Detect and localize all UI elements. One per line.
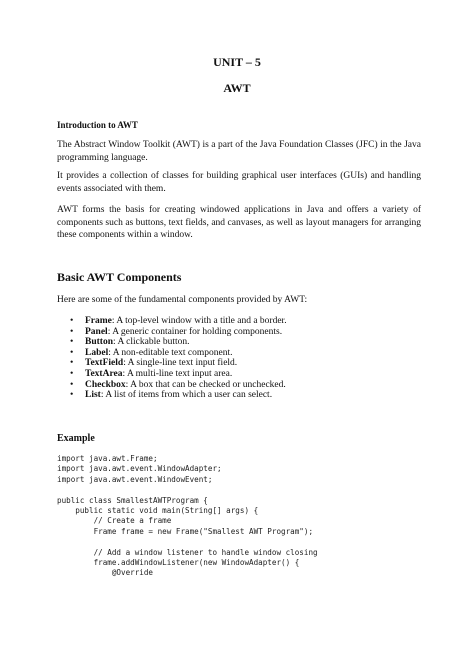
code-block — [57, 454, 318, 579]
component-term: TextField — [85, 358, 124, 369]
code-line: // Create a frame — [57, 516, 172, 526]
code-line — [57, 537, 318, 547]
list-item — [57, 380, 287, 391]
code-line: // Add a window listener to handle window closing — [57, 547, 318, 557]
subject-title: AWT — [223, 81, 251, 95]
intro-paragraph-3: AWT forms the basis for creating windowed applications in Java and offers a variety of components such as buttons, text fields, and canvases, as well as layout managers for arranging these components within a window. — [57, 205, 421, 240]
code-line: public class SmallestAWTProgram { — [57, 495, 208, 505]
code-line: @Override — [57, 568, 154, 578]
code-line: frame.addWindowListener(new WindowAdapter() { — [57, 558, 300, 568]
code-line: Frame frame = new Frame("Smallest AWT Program"); — [57, 526, 314, 536]
bullet-icon: • — [70, 368, 74, 379]
bullet-icon: • — [70, 347, 74, 358]
component-desc: : A single-line text input field. — [123, 358, 238, 369]
component-desc: : A clickable button. — [112, 337, 190, 348]
component-term: Checkbox — [85, 379, 126, 390]
component-desc: : A box that can be checked or unchecked. — [125, 379, 286, 390]
bullet-icon: • — [70, 337, 74, 348]
component-desc: : A non-editable text component. — [108, 347, 233, 358]
list-item — [57, 348, 287, 359]
code-line: import java.awt.Frame; — [57, 454, 158, 463]
component-term: Panel — [85, 326, 108, 337]
component-desc: : A generic container for holding components. — [107, 326, 283, 337]
component-term: TextArea — [85, 368, 123, 379]
component-desc: : A multi-line text input area. — [122, 368, 233, 379]
basic-components-heading: Basic AWT Components — [57, 270, 182, 284]
code-line: public static void main(String[] args) { — [57, 506, 259, 516]
component-term: Frame — [85, 316, 112, 326]
bullet-icon: • — [70, 390, 74, 401]
intro-paragraph-1: The Abstract Window Toolkit (AWT) is a part of the Java Foundation Classes (JFC) in the Java programming language. — [57, 140, 421, 163]
list-item — [57, 316, 287, 327]
component-term: Label — [85, 347, 109, 358]
components-list — [57, 316, 287, 401]
list-item — [57, 390, 287, 401]
code-line: import java.awt.event.WindowAdapter; — [57, 464, 222, 474]
component-term: List — [85, 390, 101, 401]
list-item — [57, 327, 287, 338]
bullet-icon: • — [70, 326, 74, 337]
code-line — [57, 485, 318, 495]
list-item — [57, 358, 287, 369]
unit-title: UNIT – 5 — [213, 55, 261, 69]
code-line: import java.awt.event.WindowEvent; — [57, 474, 213, 484]
list-item — [57, 369, 287, 380]
component-desc: : A list of items from which a user can select. — [100, 390, 273, 401]
intro-paragraph-2: It provides a collection of classes for building graphical user interfaces (GUIs) and handling events associated with them. — [57, 171, 421, 194]
list-item — [57, 337, 287, 348]
bullet-icon: • — [70, 379, 74, 390]
intro-heading: Introduction to AWT — [57, 120, 138, 130]
component-term: Button — [85, 337, 113, 348]
example-heading: Example — [57, 433, 95, 444]
bullet-icon: • — [70, 358, 74, 369]
component-desc: : A top-level window with a title and a border. — [111, 316, 287, 326]
bullet-icon: • — [70, 316, 74, 326]
basic-components-intro: Here are some of the fundamental components provided by AWT: — [57, 295, 308, 305]
